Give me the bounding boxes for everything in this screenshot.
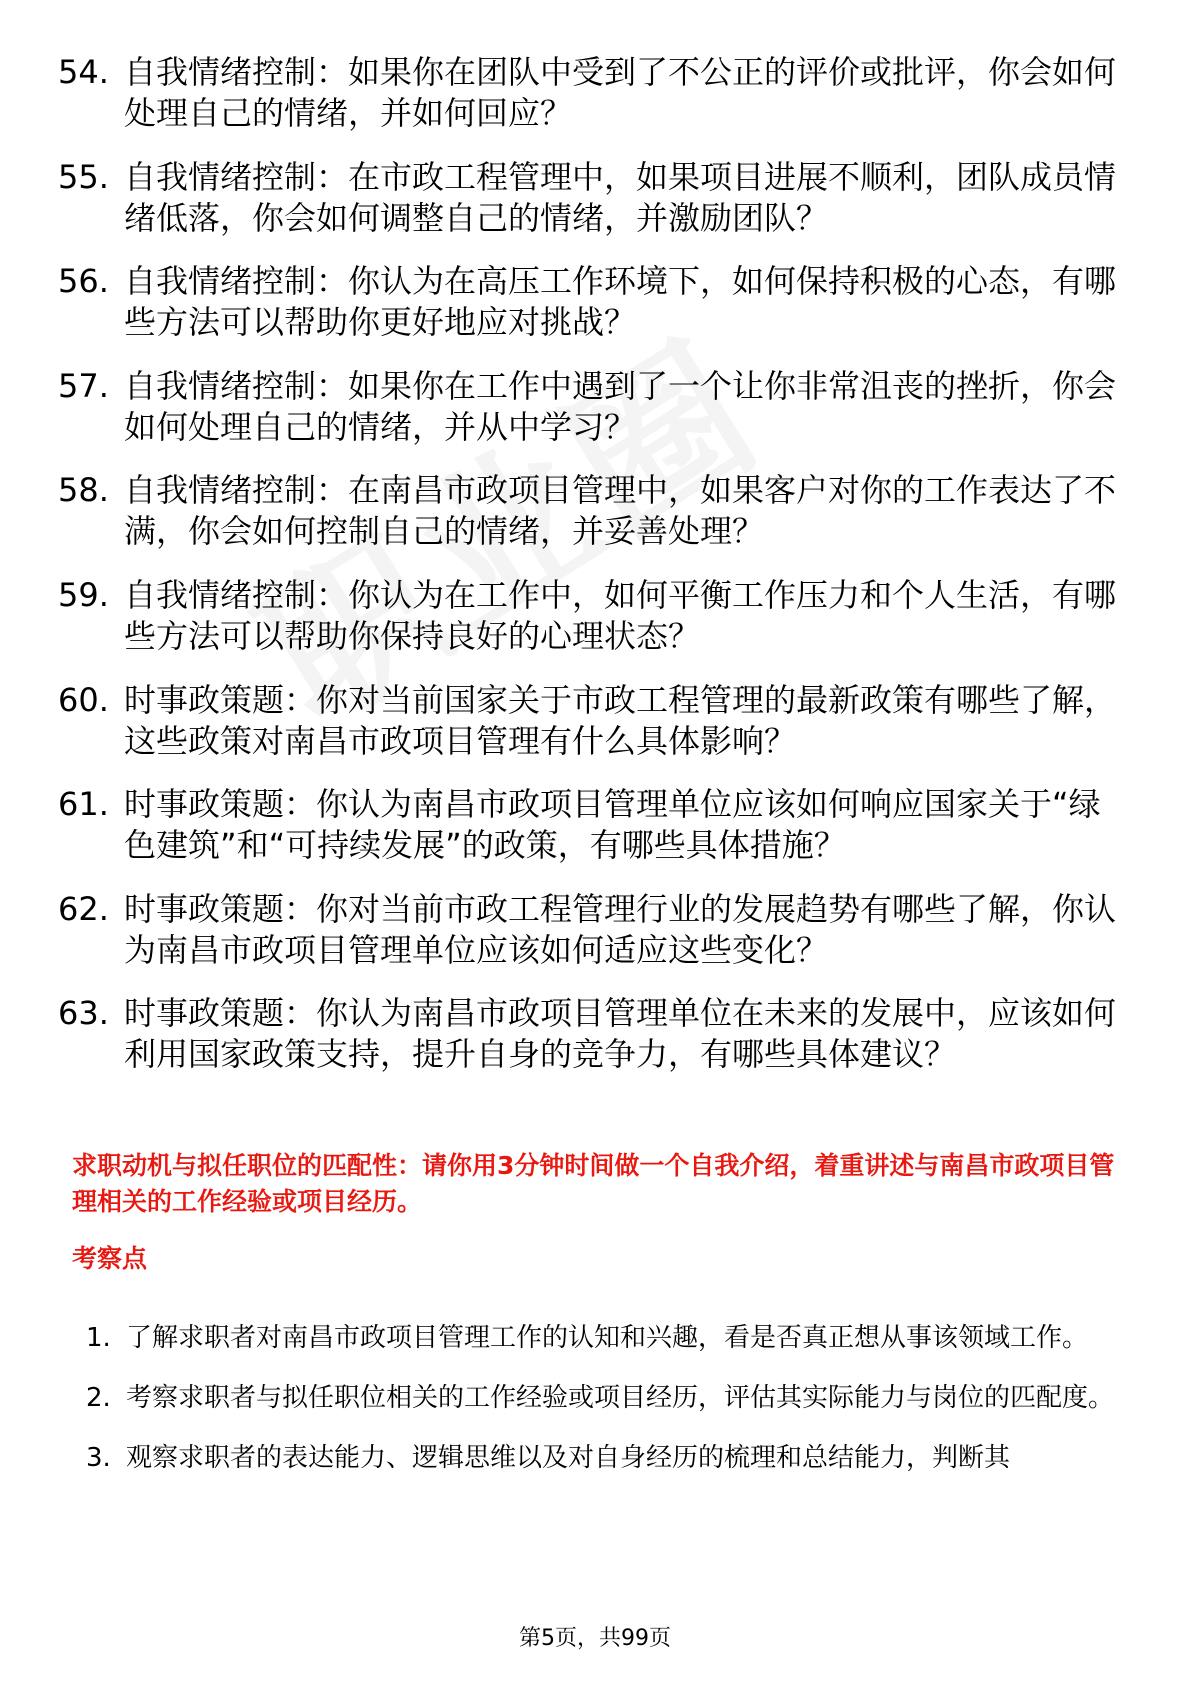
question-number: 55. [58, 157, 109, 196]
question-text: 自我情绪控制：如果你在工作中遇到了一个让你非常沮丧的挫折，你会如何处理自己的情绪，并从中学习？ [124, 366, 1117, 446]
question-number: 59. [58, 575, 109, 614]
point-number: 2. [86, 1383, 111, 1413]
assessment-points-heading: 考察点 [72, 1244, 148, 1273]
question-text: 时事政策题：你对当前市政工程管理行业的发展趋势有哪些了解，你认为南昌市政项目管理单位应该如何适应这些变化？ [124, 889, 1117, 969]
question-number: 54. [58, 53, 109, 91]
question-number: 58. [58, 471, 109, 510]
assessment-point [86, 1370, 1121, 1427]
question-item [58, 993, 1118, 1075]
page-footer: 第5页，共99页 [519, 1626, 671, 1651]
question-item [58, 470, 1118, 552]
point-number: 1. [86, 1323, 111, 1353]
assessment-point [86, 1430, 1121, 1487]
question-number: 63. [58, 994, 109, 1033]
point-text: 了解求职者对南昌市政项目管理工作的认知和兴趣，看是否真正想从事该领域工作。 [126, 1323, 1089, 1353]
question-number: 60. [58, 680, 109, 719]
question-number: 57. [58, 366, 109, 405]
question-item [58, 784, 1118, 866]
question-item [58, 889, 1118, 971]
question-item [58, 680, 1118, 762]
question-text: 自我情绪控制：你认为在工作中，如何平衡工作压力和个人生活，有哪些方法可以帮助你保持良好的心理状态？ [124, 575, 1117, 655]
assessment-points-list [86, 1310, 1121, 1490]
point-number: 3. [86, 1443, 111, 1473]
assessment-point [86, 1310, 1121, 1367]
question-number: 61. [58, 785, 109, 824]
question-text: 自我情绪控制：在南昌市政项目管理中，如果客户对你的工作表达了不满，你会如何控制自己的情绪，并妥善处理？ [124, 471, 1117, 551]
question-number: 56. [58, 262, 109, 301]
section-heading: 求职动机与拟任职位的匹配性：请你用3分钟时间做一个自我介绍，着重讲述与南昌市政项目管理相关的工作经验或项目经历。 [72, 1151, 1115, 1216]
question-text: 时事政策题：你对当前国家关于市政工程管理的最新政策有哪些了解，这些政策对南昌市政项目管理有什么具体影响？ [124, 680, 1117, 760]
question-item [58, 366, 1118, 448]
question-text: 自我情绪控制：如果你在团队中受到了不公正的评价或批评，你会如何处理自己的情绪，并如何回应？ [124, 53, 1117, 132]
point-text: 观察求职者的表达能力、逻辑思维以及对自身经历的梳理和总结能力，判断其 [126, 1443, 1011, 1473]
question-item [58, 261, 1118, 343]
point-text: 考察求职者与拟任职位相关的工作经验或项目经历，评估其实际能力与岗位的匹配度。 [126, 1383, 1115, 1413]
question-item [58, 157, 1118, 239]
question-text: 时事政策题：你认为南昌市政项目管理单位在未来的发展中，应该如何利用国家政策支持，提升自身的竞争力，有哪些具体建议？ [124, 994, 1117, 1074]
question-text: 时事政策题：你认为南昌市政项目管理单位应该如何响应国家关于“绿色建筑”和“可持续发展”的政策，有哪些具体措施？ [124, 785, 1101, 865]
question-text: 自我情绪控制：在市政工程管理中，如果项目进展不顺利，团队成员情绪低落，你会如何调整自己的情绪，并激励团队？ [124, 157, 1117, 237]
question-item [58, 575, 1118, 657]
question-list [58, 52, 1118, 1098]
question-text: 自我情绪控制：你认为在高压工作环境下，如何保持积极的心态，有哪些方法可以帮助你更好地应对挑战？ [124, 262, 1117, 342]
question-item [58, 52, 1118, 134]
question-number: 62. [58, 889, 109, 928]
